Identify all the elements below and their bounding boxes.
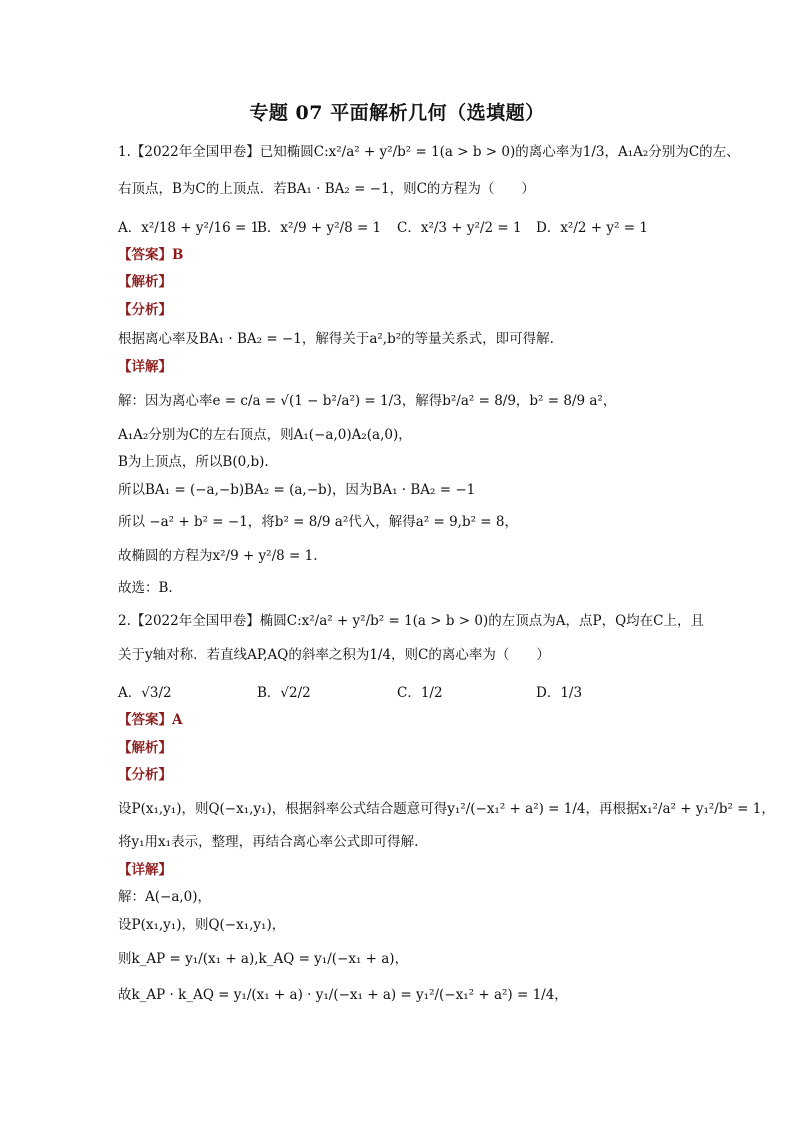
q2-step-1: 解：A(−a,0)， <box>118 889 212 905</box>
q1-step-2: A₁A₂分别为C的左右顶点，则A₁(−a,0)A₂(a,0)， <box>118 427 412 443</box>
q2-step-2: 设P(x₁,y₁)，则Q(−x₁,y₁)， <box>118 917 286 933</box>
q1-step-5: 所以 −a² + b² = −1，将b² = 8/9 a²代入，解得a² = 9,b² = 8， <box>118 514 519 530</box>
q2-step-3: 则k_AP = y₁/(x₁ + a),k_AQ = y₁/(−x₁ + a)， <box>118 951 409 967</box>
q1-step-3: B为上顶点，所以B(0,b). <box>118 454 269 470</box>
q2-fenxi-heading: 【分析】 <box>118 767 172 783</box>
q1-option-d: D．x²/2 + y² = 1 <box>536 220 648 236</box>
q2-option-a: A．√3/2 <box>118 685 172 701</box>
q1-step-4: 所以BA₁ = (−a,−b)BA₂ = (a,−b)，因为BA₁ · BA₂ = −1 <box>118 482 476 498</box>
q1-stem-line2: 右顶点，B为C的上顶点．若BA₁ · BA₂ = −1，则C的方程为（ ） <box>118 181 535 197</box>
q1-option-c: C．x²/3 + y²/2 = 1 <box>397 220 522 236</box>
q2-detail-heading: 【详解】 <box>118 862 172 878</box>
q2-answer: 【答案】A <box>118 712 183 728</box>
q2-analysis-heading: 【解析】 <box>118 740 172 756</box>
page-title: 专题 07 平面解析几何（选填题） <box>249 102 545 124</box>
q1-stem-line1: 1.【2022年全国甲卷】已知椭圆C:x²/a² + y²/b² = 1(a > b > 0)的离心率为1/3，A₁A₂分别为C的左、 <box>118 144 740 160</box>
q1-step-7: 故选：B. <box>118 580 173 596</box>
q2-option-c: C．1/2 <box>397 685 443 701</box>
q2-fenxi-text-2: 将y₁用x₁表示，整理，再结合离心率公式即可得解. <box>118 834 419 850</box>
q1-detail-heading: 【详解】 <box>118 359 172 375</box>
q2-fenxi-text-1: 设P(x₁,y₁)，则Q(−x₁,y₁)，根据斜率公式结合题意可得y₁²/(−x₁² + a²) = 1/4，再根据x₁²/a² + y₁²/b² = 1， <box>118 801 775 817</box>
q2-option-b: B．√2/2 <box>257 685 311 701</box>
q1-option-b: B．x²/9 + y²/8 = 1 <box>257 220 382 236</box>
q1-analysis-heading: 【解析】 <box>118 274 172 290</box>
q2-step-4: 故k_AP · k_AQ = y₁/(x₁ + a) · y₁/(−x₁ + a) = y₁²/(−x₁² + a²) = 1/4， <box>118 987 568 1003</box>
q2-stem-line1: 2.【2022年全国甲卷】椭圆C:x²/a² + y²/b² = 1(a > b > 0)的左顶点为A，点P，Q均在C上，且 <box>118 613 704 629</box>
q1-option-a: A．x²/18 + y²/16 = 1 <box>118 220 260 236</box>
q2-option-d: D．1/3 <box>536 685 583 701</box>
q1-answer: 【答案】B <box>118 247 184 263</box>
q1-step-1: 解：因为离心率e = c/a = √(1 − b²/a²) = 1/3，解得b²/a² = 8/9，b² = 8/9 a²， <box>118 393 617 409</box>
q2-stem-line2: 关于y轴对称．若直线AP,AQ的斜率之积为1/4，则C的离心率为（ ） <box>118 647 550 663</box>
q1-fenxi-heading: 【分析】 <box>118 302 172 318</box>
q1-step-6: 故椭圆的方程为x²/9 + y²/8 = 1. <box>118 548 318 564</box>
q1-fenxi-text: 根据离心率及BA₁ · BA₂ = −1，解得关于a²,b²的等量关系式，即可得解. <box>118 331 554 347</box>
